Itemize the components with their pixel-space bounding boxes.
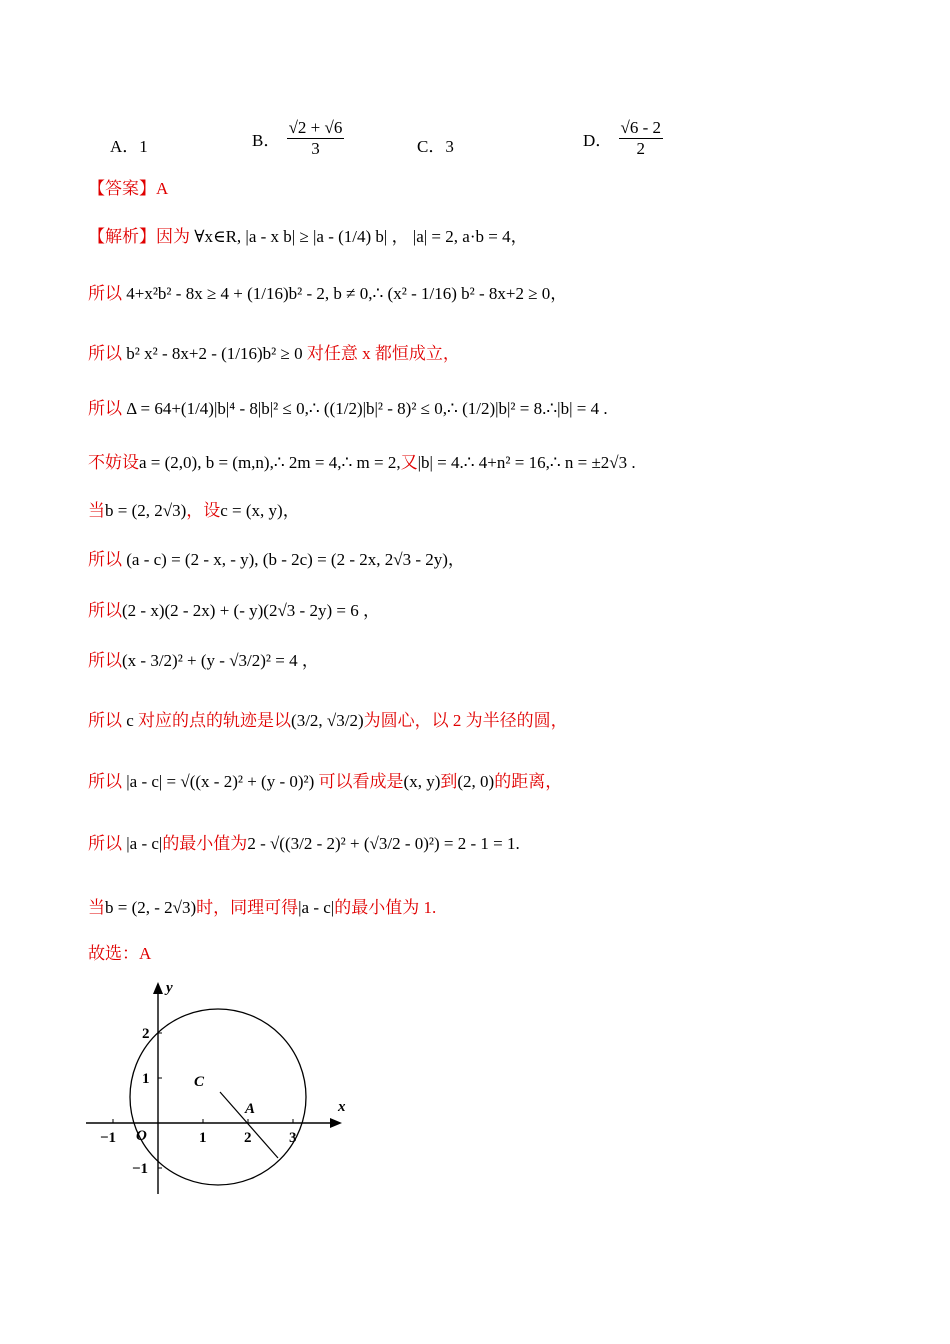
analysis-l12-text: 所以 — [88, 834, 122, 853]
y-tick-label-2: 2 — [142, 1026, 150, 1042]
coordinate-diagram — [84, 976, 354, 1202]
option-d-numerator: √6 - 2 — [620, 118, 662, 137]
analysis-l12-math: |a - c| — [126, 834, 163, 853]
analysis-l11-tail: 的距离， — [494, 772, 563, 791]
analysis-l10-math: (3/2, √3/2) — [291, 711, 364, 730]
option-d-fraction — [619, 118, 664, 159]
analysis-line-7 — [88, 549, 465, 571]
option-b-denominator: 3 — [311, 139, 320, 158]
analysis-l5-text: 不妨设 — [88, 453, 139, 472]
analysis-l1-text: 因为 — [156, 227, 190, 246]
option-d-denominator: 2 — [636, 139, 646, 158]
analysis-l5-math: a = (2,0), b = (m,n),∴ 2m = 4,∴ m = 2, — [139, 453, 401, 472]
analysis-l6-mid: ，设 — [186, 501, 221, 520]
analysis-l4-math: Δ = 64+(1/4)|b|⁴ - 8|b|² ≤ 0,∴ ((1/2)|b|² - 8)² ≤ 0,∴ (1/2)|b|² = 8.∴|b| = 4 . — [126, 399, 608, 418]
y-axis-label: y — [166, 980, 173, 996]
analysis-l6-math2: c = (x, y)， — [220, 501, 300, 520]
answer-tag: 【答案】 — [88, 179, 156, 198]
point-label-a: A — [245, 1101, 256, 1117]
center-label-c: C — [194, 1074, 205, 1090]
analysis-l3-text: 所以 — [88, 344, 122, 363]
option-d — [583, 118, 665, 159]
analysis-l10-text: 所以 — [88, 711, 122, 730]
analysis-line-9 — [88, 650, 319, 672]
option-b-fraction — [287, 118, 345, 159]
analysis-l6-math: b = (2, 2√3) — [105, 501, 187, 520]
conclusion-line — [88, 943, 151, 965]
analysis-l9-math: (x - 3/2)² + (y - √3/2)² = 4 ， — [122, 651, 319, 670]
analysis-line-4 — [88, 398, 608, 420]
x-tick-label-2: 2 — [244, 1130, 252, 1146]
analysis-l11-mid: 可以看成是 — [318, 772, 404, 791]
analysis-l13-math2: |a - c| — [298, 898, 335, 917]
analysis-line-3 — [88, 343, 460, 365]
analysis-l5-mid: 又 — [400, 453, 418, 472]
option-b-label: B． — [252, 131, 281, 150]
analysis-l13-math: b = (2, - 2√3) — [105, 898, 197, 917]
analysis-l11-text: 所以 — [88, 772, 122, 791]
y-tick-label-1: 1 — [142, 1071, 150, 1087]
analysis-line-5 — [88, 452, 636, 474]
analysis-l11-math: |a - c| = √((x - 2)² + (y - 0)²) — [126, 772, 315, 791]
y-tick-label-neg1: −1 — [132, 1161, 149, 1177]
option-c-label: C．3 — [417, 137, 454, 156]
x-axis-arrow-icon — [330, 1118, 342, 1128]
analysis-l8-math: (2 - x)(2 - 2x) + (- y)(2√3 - 2y) = 6 ， — [122, 601, 380, 620]
x-axis-label: x — [338, 1099, 346, 1115]
option-a — [110, 132, 148, 157]
analysis-line-13 — [88, 897, 436, 919]
analysis-l7-text: 所以 — [88, 550, 122, 569]
analysis-l2-text: 所以 — [88, 284, 122, 303]
option-d-label: D． — [583, 131, 613, 150]
answer-line — [88, 178, 168, 200]
analysis-line-1 — [88, 226, 528, 248]
locus-circle — [130, 1009, 306, 1185]
analysis-line-6 — [88, 500, 300, 522]
analysis-line-11 — [88, 771, 562, 793]
analysis-l10-tail: 为圆心，以 2 为半径的圆， — [363, 711, 568, 730]
analysis-l4-text: 所以 — [88, 399, 122, 418]
analysis-l9-text: 所以 — [88, 651, 122, 670]
option-b — [252, 118, 346, 159]
analysis-l10-mid: 对应的点的轨迹是以 — [138, 711, 292, 730]
analysis-l13-mid: 时，同理可得 — [196, 898, 299, 917]
x-tick-label-3: 3 — [289, 1130, 297, 1146]
y-axis-arrow-icon — [153, 982, 163, 994]
analysis-l12-mid: 的最小值为 — [162, 834, 248, 853]
conclusion-text: 故选：A — [88, 944, 152, 963]
analysis-l13-text: 当 — [88, 898, 105, 917]
option-c — [417, 132, 454, 157]
analysis-l2-math: 4+x²b² - 8x ≥ 4 + (1/16)b² - 2, b ≠ 0,∴ (x² - 1/16) b² - 8x+2 ≥ 0， — [126, 284, 568, 303]
analysis-l5-math2: |b| = 4.∴ 4+n² = 16,∴ n = ±2√3 . — [417, 453, 636, 472]
vector-c-symbol: c — [126, 711, 134, 730]
analysis-l12-math2: 2 - √((3/2 - 2)² + (√3/2 - 0)²) = 2 - 1 = 1. — [247, 834, 520, 853]
analysis-l11-mid2: 到 — [440, 772, 458, 791]
answer-value: A — [156, 179, 169, 198]
option-b-numerator: √2 + √6 — [288, 118, 343, 137]
analysis-l6-text: 当 — [88, 501, 105, 520]
x-tick-label-1: 1 — [199, 1130, 207, 1146]
analysis-l3-math: b² x² - 8x+2 - (1/16)b² ≥ 0 — [126, 344, 303, 363]
analysis-l3-tail: 对任意 x 都恒成立， — [306, 344, 460, 363]
analysis-l11-math2: (x, y) — [403, 772, 441, 791]
analysis-line-8 — [88, 600, 380, 622]
analysis-l7-math: (a - c) = (2 - x, - y), (b - 2c) = (2 - 2x, 2√3 - 2y)， — [126, 550, 465, 569]
analysis-l13-tail: 的最小值为 1. — [334, 898, 437, 917]
analysis-line-2 — [88, 283, 567, 305]
analysis-l8-text: 所以 — [88, 601, 122, 620]
analysis-line-10 — [88, 710, 568, 732]
analysis-l1-math: ∀x∈R, |a - x b| ≥ |a - (1/4) b| ， |a| = 2, a·b = 4， — [194, 227, 528, 246]
origin-label: O — [136, 1128, 147, 1144]
option-a-label: A．1 — [110, 137, 148, 156]
analysis-line-12 — [88, 833, 520, 855]
analysis-l11-math3: (2, 0) — [457, 772, 495, 791]
analysis-tag: 【解析】 — [88, 227, 156, 246]
x-tick-label-neg1: −1 — [100, 1130, 117, 1146]
